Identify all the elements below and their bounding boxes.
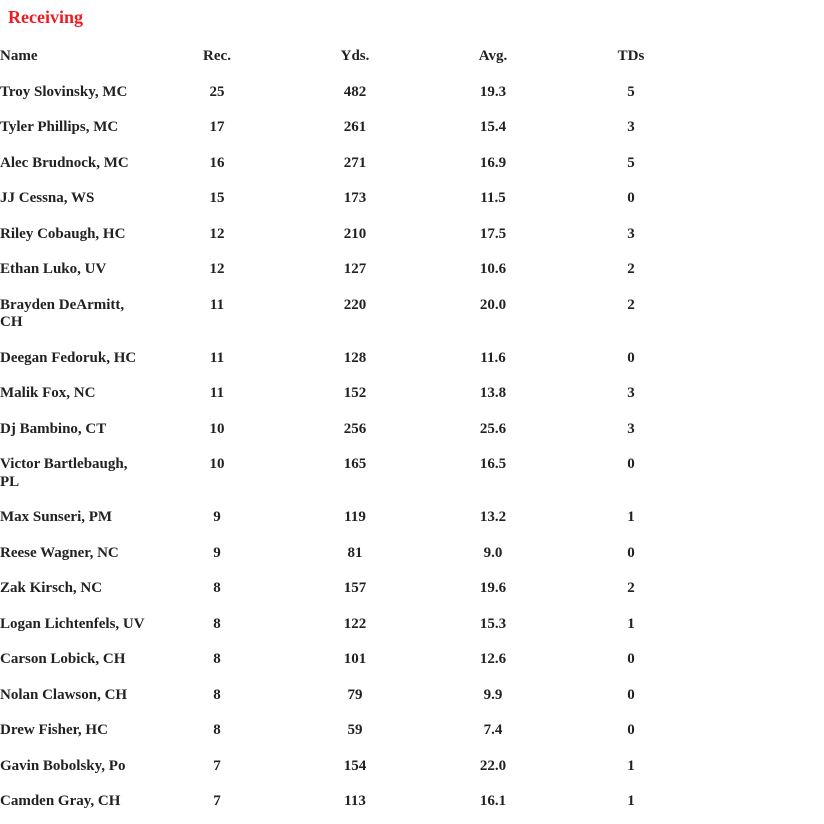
stat-cell-avg: 17.5	[479, 225, 507, 242]
player-name-cell: JJ Cessna, WS	[0, 190, 95, 206]
stat-cell-tds: 0	[627, 722, 635, 738]
stat-cell-yds: 127	[343, 261, 367, 277]
stat-cell-rec: 7	[213, 757, 221, 774]
player-name-cell: Dj Bambino, CT	[0, 420, 107, 437]
stat-cell-tds: 3	[627, 385, 635, 401]
stat-cell-tds: 2	[627, 580, 635, 596]
player-name-cell: Carson Lobick, CH	[0, 651, 126, 667]
stat-cell-tds: 0	[627, 544, 635, 561]
stat-cell-rec: 12	[209, 225, 225, 242]
stat-cell-tds: 0	[627, 686, 635, 703]
stat-cell-yds: 173	[343, 190, 367, 206]
player-name-cell: Reese Wagner, NC	[0, 544, 119, 561]
stat-cell-avg: 25.6	[479, 420, 507, 437]
stats-table-body	[0, 75, 700, 820]
stat-cell-avg: 19.6	[479, 580, 507, 596]
table-row	[0, 217, 700, 253]
stat-cell-yds: 256	[343, 420, 367, 437]
stat-cell-rec: 8	[213, 651, 221, 667]
stat-cell-avg: 16.5	[479, 456, 507, 472]
stat-cell-tds: 3	[627, 225, 635, 242]
stat-cell-tds: 3	[627, 119, 635, 135]
player-name-cell: Victor Bartlebaugh, PL	[0, 456, 128, 490]
stat-cell-tds: 3	[627, 420, 635, 437]
table-row	[0, 713, 700, 749]
stat-cell-avg: 22.0	[479, 757, 507, 774]
stat-cell-rec: 8	[213, 615, 221, 632]
player-name-cell: Tyler Phillips, MC	[0, 119, 119, 135]
player-name-cell: Ethan Luko, UV	[0, 261, 107, 277]
stat-cell-avg: 9.9	[483, 686, 503, 703]
stat-cell-avg: 15.3	[479, 615, 507, 632]
stat-cell-avg: 16.9	[479, 154, 507, 171]
stat-cell-avg: 7.4	[483, 722, 503, 738]
stat-cell-tds: 1	[627, 757, 635, 774]
table-row	[0, 376, 700, 412]
stat-cell-yds: 81	[347, 544, 363, 561]
stat-cell-tds: 0	[627, 190, 635, 206]
stat-cell-yds: 122	[343, 615, 367, 632]
table-row	[0, 75, 700, 111]
player-name-cell: Riley Cobaugh, HC	[0, 225, 126, 242]
stat-cell-yds: 210	[343, 225, 367, 242]
table-row	[0, 500, 700, 536]
stat-cell-avg: 13.8	[479, 385, 507, 401]
stat-cell-yds: 79	[347, 686, 363, 703]
stat-cell-avg: 15.4	[479, 119, 507, 135]
stat-cell-rec: 10	[209, 420, 225, 437]
player-name-cell: Gavin Bobolsky, Po	[0, 757, 126, 774]
stat-cell-yds: 165	[343, 456, 367, 472]
stat-cell-yds: 220	[343, 296, 367, 313]
stat-cell-tds: 5	[627, 154, 635, 171]
stat-cell-rec: 8	[213, 580, 221, 596]
table-row	[0, 678, 700, 714]
stat-cell-tds: 0	[627, 651, 635, 667]
stat-cell-rec: 9	[213, 544, 221, 561]
player-name-cell: Logan Lichtenfels, UV	[0, 615, 145, 632]
stat-cell-rec: 11	[209, 385, 225, 401]
stat-cell-avg: 20.0	[479, 296, 507, 313]
table-row	[0, 571, 700, 607]
table-row	[0, 288, 700, 341]
column-header-tds: TDs	[617, 48, 645, 64]
stat-cell-tds: 2	[627, 296, 635, 313]
stat-cell-yds: 119	[344, 509, 366, 525]
player-name-cell: Nolan Clawson, CH	[0, 686, 128, 703]
stat-cell-rec: 12	[209, 261, 225, 277]
stat-cell-tds: 2	[627, 261, 635, 277]
stat-cell-avg: 19.3	[479, 83, 507, 100]
stat-cell-rec: 8	[213, 686, 221, 703]
section-title: Receiving	[8, 7, 83, 27]
column-header-rec: Rec.	[203, 48, 231, 64]
stat-cell-avg: 12.6	[479, 651, 507, 667]
player-name-cell: Drew Fisher, HC	[0, 722, 108, 738]
stat-cell-yds: 152	[343, 385, 367, 401]
table-row	[0, 447, 700, 500]
stat-cell-rec: 9	[213, 509, 221, 525]
table-header-row	[0, 39, 700, 75]
stat-cell-yds: 271	[343, 154, 367, 171]
table-row	[0, 749, 700, 785]
stat-cell-yds: 128	[343, 349, 367, 366]
column-header-name: Name	[0, 48, 38, 64]
player-name-cell: Alec Brudnock, MC	[0, 154, 129, 171]
player-name-cell: Max Sunseri, PM	[0, 509, 113, 525]
stat-cell-avg: 11.5	[480, 190, 506, 206]
stat-cell-avg: 11.6	[480, 349, 506, 366]
column-header-yds: Yds.	[340, 48, 370, 64]
stat-cell-yds: 261	[343, 119, 367, 135]
stat-cell-yds: 59	[347, 722, 363, 738]
stat-cell-yds: 101	[343, 651, 367, 667]
stat-cell-yds: 482	[343, 83, 367, 100]
stat-cell-rec: 17	[209, 119, 225, 135]
stat-cell-yds: 154	[343, 757, 367, 774]
stat-cell-rec: 25	[209, 83, 225, 100]
stat-cell-rec: 15	[209, 190, 225, 206]
stat-cell-rec: 16	[209, 154, 225, 171]
player-name-cell: Brayden DeArmitt, CH	[0, 296, 125, 330]
stat-cell-tds: 0	[627, 456, 635, 472]
table-row	[0, 784, 700, 820]
player-name-cell: Deegan Fedoruk, HC	[0, 349, 137, 366]
stat-cell-rec: 8	[213, 722, 221, 738]
stat-cell-tds: 5	[627, 83, 635, 100]
stat-cell-tds: 0	[627, 349, 635, 366]
player-name-cell: Troy Slovinsky, MC	[0, 83, 128, 100]
stat-cell-yds: 157	[343, 580, 367, 596]
stat-cell-tds: 1	[627, 793, 635, 809]
stat-cell-rec: 11	[209, 296, 225, 313]
stat-cell-tds: 1	[627, 509, 635, 525]
stat-cell-rec: 11	[209, 349, 225, 366]
stat-cell-rec: 7	[213, 793, 221, 809]
table-row	[0, 536, 700, 572]
stat-cell-yds: 113	[344, 793, 366, 809]
table-row	[0, 181, 700, 217]
player-name-cell: Malik Fox, NC	[0, 385, 96, 401]
stat-cell-avg: 10.6	[479, 261, 507, 277]
table-row	[0, 146, 700, 182]
stat-cell-tds: 1	[627, 615, 635, 632]
table-row	[0, 341, 700, 377]
stat-cell-avg: 13.2	[479, 509, 507, 525]
player-name-cell: Zak Kirsch, NC	[0, 580, 103, 596]
table-row	[0, 607, 700, 643]
receiving-stats-table	[0, 39, 700, 820]
column-header-avg: Avg.	[478, 48, 508, 64]
table-row	[0, 110, 700, 146]
table-row	[0, 252, 700, 288]
stat-cell-avg: 9.0	[483, 544, 503, 561]
table-row	[0, 412, 700, 448]
stat-cell-rec: 10	[209, 456, 225, 472]
stat-cell-avg: 16.1	[479, 793, 507, 809]
table-row	[0, 642, 700, 678]
player-name-cell: Camden Gray, CH	[0, 793, 121, 809]
